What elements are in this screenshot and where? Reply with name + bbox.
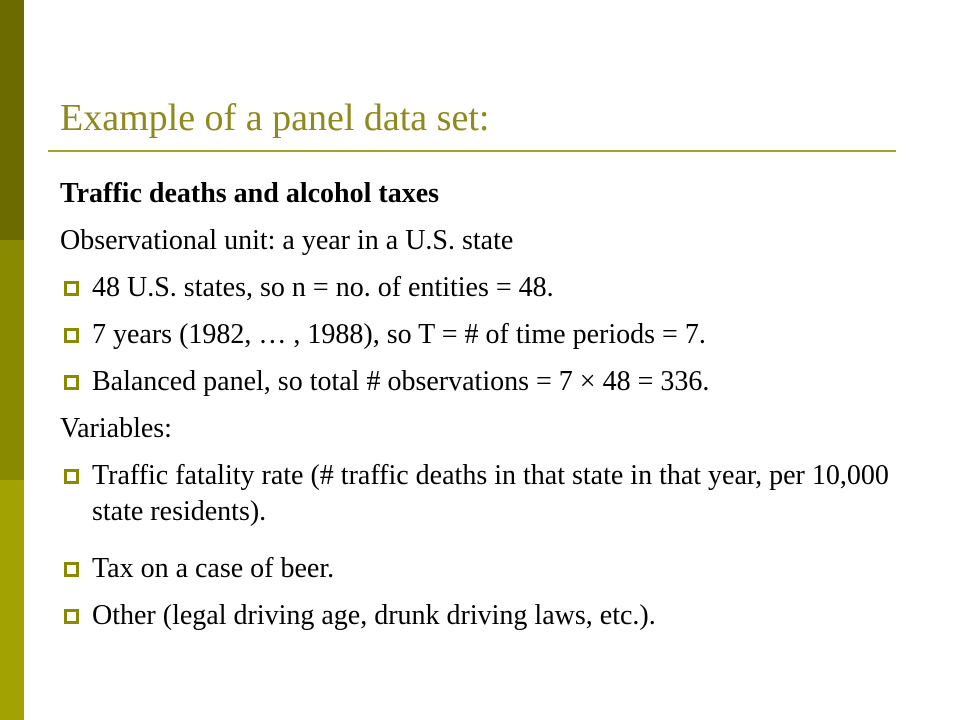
- square-bullet-icon: [64, 609, 79, 624]
- sidebar-segment-dark: [0, 0, 24, 240]
- slide-title: Example of a panel data set:: [60, 97, 490, 139]
- list-item-text: Tax on a case of beer.: [92, 553, 335, 584]
- variables-label: Variables:: [60, 413, 172, 444]
- list-item-text: Balanced panel, so total # observations = 7 × 48 = 336.: [92, 366, 710, 397]
- observational-unit-line: Observational unit: a year in a U.S. state: [60, 225, 514, 256]
- sidebar-segment-mid: [0, 240, 24, 480]
- decorative-sidebar: [0, 0, 24, 720]
- square-bullet-icon: [64, 328, 79, 343]
- list-item-text: Other (legal driving age, drunk driving laws, etc.).: [92, 600, 656, 631]
- title-divider: [48, 150, 896, 152]
- square-bullet-icon: [64, 281, 79, 296]
- list-item-text: 48 U.S. states, so n = no. of entities = 48.: [92, 272, 554, 303]
- list-item-text: 7 years (1982, … , 1988), so T = # of time periods = 7.: [92, 319, 706, 350]
- section-heading: Traffic deaths and alcohol taxes: [60, 178, 440, 209]
- square-bullet-icon: [64, 375, 79, 390]
- square-bullet-icon: [64, 562, 79, 577]
- sidebar-segment-light: [0, 480, 24, 720]
- list-item-text: Traffic fatality rate (# traffic deaths in that state in that year, per 10,000 state residents).: [92, 460, 889, 527]
- square-bullet-icon: [64, 469, 79, 484]
